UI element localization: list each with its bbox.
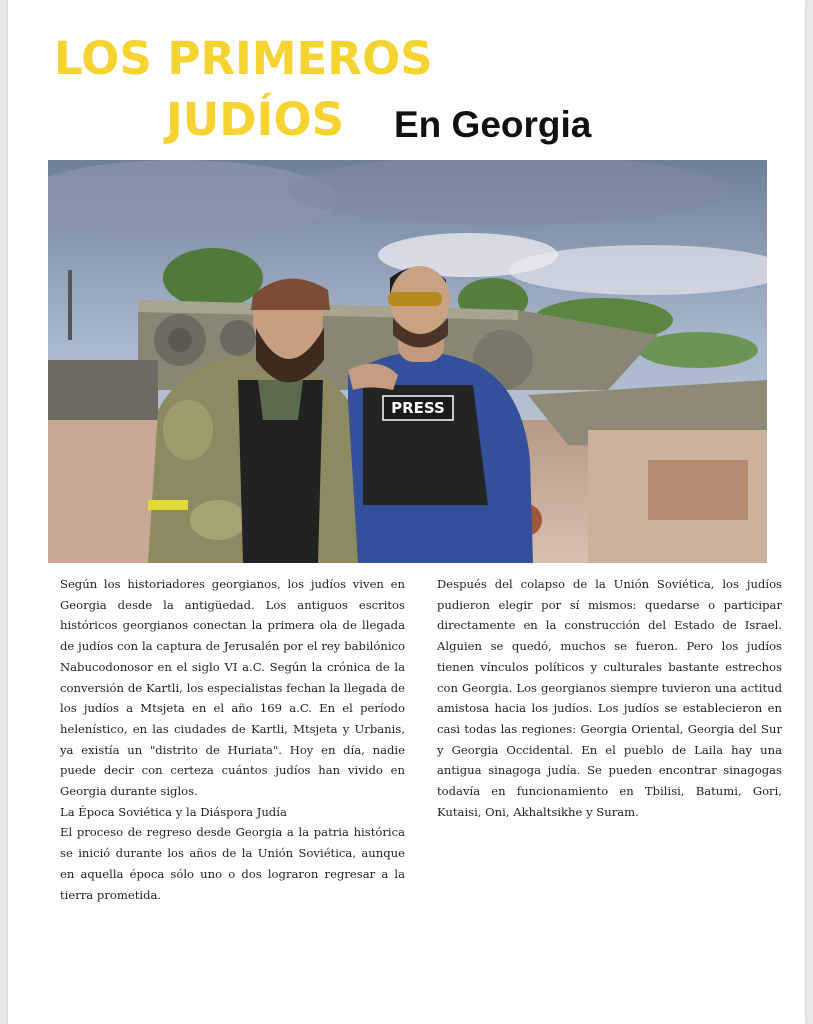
title-line-1: LOS PRIMEROS — [54, 32, 433, 85]
title-subheading: En Georgia — [394, 104, 592, 145]
magazine-page — [8, 0, 805, 1024]
press-label: PRESS — [391, 399, 445, 417]
article-photo — [48, 160, 767, 563]
article-right-column — [437, 574, 782, 822]
photo-illustration — [48, 160, 767, 563]
paragraph-soviet-era: El proceso de regreso desde Georgia a la patria histórica se inició durante los años de la Unión Soviética, aunque en aquella época sólo uno o dos lograron regresar a la tierra prometida. — [60, 825, 405, 902]
title-line-2: JUDÍOS — [166, 93, 345, 146]
section-subheading: La Época Soviética y la Diáspora Judía — [60, 804, 287, 819]
paragraph-history: Según los historiadores georgianos, los judíos viven en Georgia desde la antigüedad. Los antiguos escritos históricos georgianos conectan la primera ola de llegada de judíos con la captura de Jerusalén por el rey babilónico Nabucodonosor en el siglo VI a.C. Según la crónica de la conversión de Kartli, los especialistas fechan la llegada de los judíos a Mtsjeta en el año 169 a.C. En el período helenístico, en las ciudades de Kartli, Mtsjeta y Urbanis, ya existía un "distrito de Huriata". Hoy en día, nadie puede decir con certeza cuántos judíos han vivido en Georgia durante siglos. — [60, 577, 405, 799]
paragraph-post-soviet: Después del colapso de la Unión Soviética, los judíos pudieron elegir por sí mismos: quedarse o participar directamente en la construcción del Estado de Israel. Alguien se quedó, muchos se fueron. Pero los judíos tienen vínculos políticos y culturales bastante estrechos con Georgia. Los georgianos siempre tuvieron una actitud amistosa hacia los judíos. Los judíos se establecieron en casi todas las regiones: Georgia Oriental, Georgia del Sur y Georgia Occidental. En el pueblo de Laila hay una antigua sinagoga judía. Se pueden encontrar sinagogas todavía en funcionamiento en Tbilisi, Batumi, Gori, Kutaisi, Oni, Akhaltsikhe y Suram. — [437, 577, 782, 819]
article-left-column — [60, 574, 405, 905]
